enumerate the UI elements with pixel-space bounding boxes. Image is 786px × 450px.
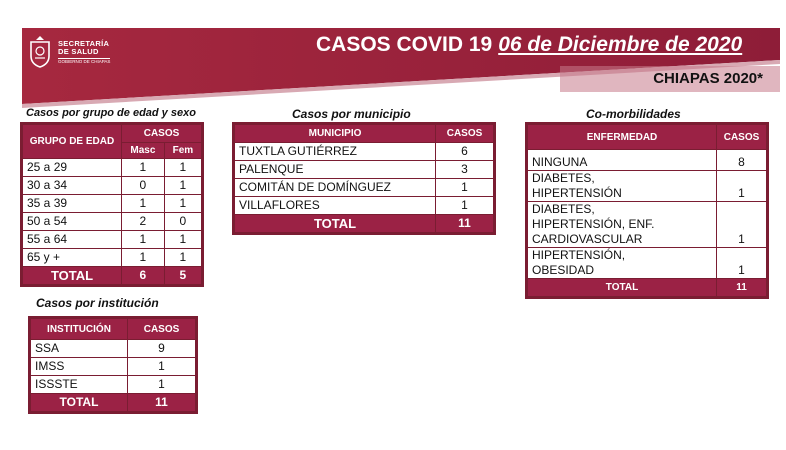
inst-header-casos: CASOS: [128, 319, 196, 340]
edad-header-masc: Masc: [122, 143, 165, 159]
comorb-line: HIPERTENSIÓN,: [532, 248, 626, 262]
comorb-casos: 1: [717, 171, 767, 202]
edad-total-masc: 6: [122, 267, 165, 285]
table-row: [528, 248, 767, 279]
table-row: [528, 171, 767, 202]
edad-fem: 1: [164, 249, 201, 267]
comorb-total-row: [528, 279, 767, 297]
table-row: [235, 161, 494, 179]
edad-grupo: 55 a 64: [23, 231, 122, 249]
comorb-line: NINGUNA: [532, 155, 588, 169]
comorb-line: HIPERTENSIÓN: [532, 186, 622, 200]
table-row: [23, 177, 202, 195]
mun-casos: 1: [436, 179, 494, 197]
inst-casos: 1: [128, 376, 196, 394]
mun-casos: 3: [436, 161, 494, 179]
edad-masc: 1: [122, 249, 165, 267]
title-text: CASOS COVID 19: [316, 33, 493, 56]
edad-header-fem: Fem: [164, 143, 201, 159]
comorb-enf: [528, 202, 717, 248]
edad-total-fem: 5: [164, 267, 201, 285]
edad-fem: 1: [164, 231, 201, 249]
edad-grupo: 25 a 29: [23, 159, 122, 177]
table-row: [235, 179, 494, 197]
mun-name: PALENQUE: [235, 161, 436, 179]
edad-masc: 0: [122, 177, 165, 195]
mun-casos: 6: [436, 143, 494, 161]
edad-header-group: GRUPO DE EDAD: [23, 125, 122, 159]
mun-header-casos: CASOS: [436, 125, 494, 143]
institucion-section-title: Casos por institución: [36, 296, 159, 310]
edad-total-row: [23, 267, 202, 285]
edad-fem: 1: [164, 195, 201, 213]
logo-line3: GOBIERNO DE CHIAPAS: [58, 58, 111, 64]
mun-total-row: [235, 215, 494, 233]
institucion-table: [30, 318, 196, 412]
inst-casos: 9: [128, 340, 196, 358]
edad-masc: 1: [122, 159, 165, 177]
edad-fem: 1: [164, 177, 201, 195]
edad-fem: 0: [164, 213, 201, 231]
mun-header-name: MUNICIPIO: [235, 125, 436, 143]
table-row: [31, 376, 196, 394]
mun-name: VILLAFLORES: [235, 197, 436, 215]
logo-line1: SECRETARÍA: [58, 38, 110, 48]
table-row: [31, 340, 196, 358]
table-row: [23, 159, 202, 177]
comorb-enf: [528, 150, 717, 171]
comorb-casos: 1: [717, 248, 767, 279]
comorb-line: OBESIDAD: [532, 263, 595, 277]
edad-table: [22, 124, 202, 285]
edad-section-title: Casos por grupo de edad y sexo: [26, 107, 196, 119]
edad-grupo: 65 y +: [23, 249, 122, 267]
edad-grupo: 30 a 34: [23, 177, 122, 195]
mun-total-label: TOTAL: [235, 215, 436, 233]
comorb-enf: [528, 248, 717, 279]
secretaria-salud-logo: [28, 36, 110, 68]
table-row: [528, 202, 767, 248]
table-row: [23, 213, 202, 231]
edad-masc: 1: [122, 195, 165, 213]
edad-masc: 1: [122, 231, 165, 249]
edad-grupo: 50 a 54: [23, 213, 122, 231]
inst-total-label: TOTAL: [31, 394, 128, 412]
table-row: [23, 249, 202, 267]
table-row: [528, 150, 767, 171]
comorb-header-casos: CASOS: [717, 125, 767, 150]
coat-of-arms-icon: [28, 36, 52, 68]
municipio-table: [234, 124, 494, 233]
comorb-table: [527, 124, 767, 297]
comorb-line: CARDIOVASCULAR: [532, 232, 643, 246]
inst-name: ISSSTE: [31, 376, 128, 394]
municipio-section-title: Casos por municipio: [292, 107, 411, 121]
comorb-casos: 8: [717, 150, 767, 171]
edad-fem: 1: [164, 159, 201, 177]
table-row: [23, 195, 202, 213]
edad-masc: 2: [122, 213, 165, 231]
mun-total: 11: [436, 215, 494, 233]
table-row: [31, 358, 196, 376]
comorb-total: 11: [717, 279, 767, 297]
comorb-section-title: Co-morbilidades: [586, 107, 681, 121]
mun-name: COMITÁN DE DOMÍNGUEZ: [235, 179, 436, 197]
mun-name: TUXTLA GUTIÉRREZ: [235, 143, 436, 161]
inst-total: 11: [128, 394, 196, 412]
table-row: [235, 197, 494, 215]
comorb-casos: 1: [717, 202, 767, 248]
edad-grupo: 35 a 39: [23, 195, 122, 213]
comorb-enf: [528, 171, 717, 202]
edad-total-label: TOTAL: [23, 267, 122, 285]
logo-line2: DE SALUD: [58, 46, 99, 56]
comorb-line: DIABETES,: [532, 171, 595, 185]
comorb-line: DIABETES,: [532, 202, 595, 216]
comorb-total-label: TOTAL: [528, 279, 717, 297]
edad-header-casos: CASOS: [122, 125, 202, 143]
page-title: [316, 33, 742, 57]
comorb-header-enf: ENFERMEDAD: [528, 125, 717, 150]
table-row: [23, 231, 202, 249]
page-subtitle: CHIAPAS 2020*: [653, 70, 763, 87]
inst-casos: 1: [128, 358, 196, 376]
title-date: 06 de Diciembre de 2020: [498, 33, 743, 56]
comorb-line: HIPERTENSIÓN, ENF.: [532, 217, 655, 231]
inst-total-row: [31, 394, 196, 412]
inst-name: SSA: [31, 340, 128, 358]
inst-name: IMSS: [31, 358, 128, 376]
mun-casos: 1: [436, 197, 494, 215]
table-row: [235, 143, 494, 161]
inst-header-name: INSTITUCIÓN: [31, 319, 128, 340]
